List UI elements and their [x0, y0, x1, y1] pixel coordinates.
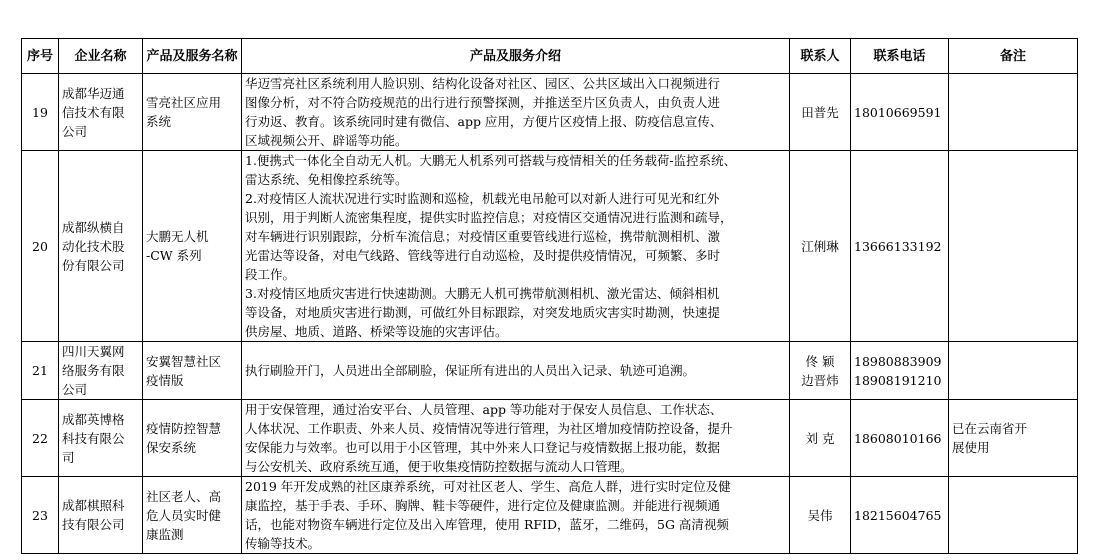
- row-number: 22: [32, 430, 48, 446]
- phone-cell: [851, 477, 949, 554]
- row-number-cell: [22, 342, 59, 400]
- company-name-line: 技有限公司: [62, 517, 125, 532]
- intro-line: 传输等技术。: [245, 536, 321, 551]
- company-name-line: 成都纵横自: [62, 219, 125, 235]
- company-name-line: 络服务有限: [62, 363, 125, 378]
- product-name-line: -CW 系列: [146, 248, 202, 263]
- intro-line: 供房屋、地质、道路、桥梁等设施的灾害评估。: [245, 324, 508, 339]
- product-cell: [143, 151, 242, 342]
- product-name-line: 安翼智慧社区: [146, 353, 222, 369]
- intro-line: 人体状况、工作职责、外来人员、疫情情况等进行管理，为社区增加疫情防控设备，提升: [245, 421, 733, 436]
- contact-cell: [790, 342, 851, 400]
- product-name-line: 保安系统: [146, 440, 197, 455]
- intro-line: 3.对疫情区地质灾害进行快速勘测。大鹏无人机可携带航测相机、激光雷达、倾斜相机: [245, 286, 720, 301]
- product-cell: [143, 400, 242, 477]
- intro-line: 1.便携式一体化全自动无人机。大鹏无人机系列可搭载与疫情相关的任务载荷-监控系统、: [245, 153, 737, 168]
- note-line: 展使用: [952, 440, 990, 455]
- table-row: [22, 400, 1078, 477]
- note-cell: [949, 74, 1078, 151]
- row-number: 23: [32, 507, 48, 523]
- intro-cell: [242, 151, 790, 342]
- intro-line: 段工作。: [245, 267, 296, 282]
- intro-line: 行劝返、教育。该系统同时建有微信、app 应用，方便片区疫情上报、防疫信息宣传、: [245, 114, 723, 129]
- contact-name: 刘 克: [805, 430, 835, 446]
- company-name-line: 公司: [62, 123, 88, 139]
- header-row: [22, 39, 1078, 74]
- phone-number: 18980883909: [854, 353, 942, 369]
- note-line: 已在云南省开: [952, 421, 1028, 436]
- header-no: 序号: [22, 39, 59, 74]
- intro-cell: [242, 400, 790, 477]
- product-cell: [143, 342, 242, 400]
- intro-line: 等设备，对地质灾害进行勘测，可做红外目标跟踪，对突发地质灾害实时勘测，快速提: [245, 305, 721, 320]
- note-cell: [949, 400, 1078, 477]
- company-cell: [59, 342, 143, 400]
- header-contact: 联系人: [790, 39, 851, 74]
- header-phone: 联系电话: [851, 39, 949, 74]
- phone-cell: [851, 74, 949, 151]
- note-cell: [949, 477, 1078, 554]
- row-number: 19: [32, 104, 48, 120]
- note-cell: [949, 151, 1078, 342]
- intro-line: 用于安保管理，通过治安平台、人员管理、app 等功能对于保安人员信息、工作状态、: [245, 402, 723, 417]
- company-name-line: 份有限公司: [62, 257, 125, 273]
- phone-number: 18215604765: [854, 507, 942, 523]
- product-name-line: 雪亮社区应用: [146, 95, 222, 110]
- intro-line: 图像分析，对不符合防疫规范的出行进行预警探测，并推送至片区负责人，由负责人进: [245, 95, 721, 110]
- product-name-line: 社区老人、高: [146, 488, 222, 504]
- intro-line: 话，也能对物资车辆进行定位及出入库管理，使用 RFID，蓝牙，二维码，5G 高清视频: [245, 517, 729, 532]
- company-name-line: 成都英博格: [62, 411, 125, 427]
- table-row: [22, 342, 1078, 400]
- intro-line: 识别，用于判断人流密集程度，提供实时监控信息；对疫情区交通情况进行监测和疏导，: [245, 210, 733, 225]
- product-name-line: 大鹏无人机: [146, 229, 209, 244]
- phone-number: 18010669591: [854, 104, 942, 120]
- company-name-line: 四川天翼网: [62, 344, 125, 359]
- intro-line: 对车辆进行识别跟踪，分析车流信息；对疫情区重要管线进行巡检，携带航测相机、激: [245, 229, 721, 244]
- enterprise-product-table: [21, 38, 1078, 554]
- intro-line: 康监控，基于手表、手环、胸牌、鞋卡等硬件，进行定位及健康监测。并能进行视频通: [245, 498, 721, 513]
- phone-number: 18608010166: [854, 430, 942, 446]
- contact-name: 田普先: [801, 104, 839, 120]
- company-cell: [59, 151, 143, 342]
- contact-cell: [790, 477, 851, 554]
- table-row: [22, 151, 1078, 342]
- intro-line: 2019 年开发成熟的社区康养系统，可对社区老人、学生、高危人群，进行实时定位及健: [245, 479, 731, 494]
- contact-cell: [790, 400, 851, 477]
- company-name-line: 成都棋照科: [62, 498, 125, 513]
- company-name-line: 司: [62, 449, 75, 465]
- row-number: 20: [32, 238, 48, 254]
- intro-line: 雷达系统、免相像控系统等。: [245, 172, 408, 187]
- phone-cell: [851, 151, 949, 342]
- contact-cell: [790, 74, 851, 151]
- company-name-line: 信技术有限: [62, 104, 125, 120]
- company-cell: [59, 477, 143, 554]
- row-number: 21: [32, 363, 48, 378]
- product-name-line: 疫情防控智慧: [146, 421, 222, 436]
- product-cell: [143, 74, 242, 151]
- product-name-line: 系统: [146, 114, 172, 129]
- contact-name: 吴伟: [807, 507, 833, 523]
- row-number-cell: [22, 477, 59, 554]
- intro-line: 执行刷脸开门，人员进出全部刷脸，保证所有进出的人员出入记录、轨迹可追溯。: [245, 363, 696, 378]
- contact-cell: [790, 151, 851, 342]
- company-cell: [59, 74, 143, 151]
- header-company: 企业名称: [59, 39, 143, 74]
- intro-cell: [242, 342, 790, 400]
- header-intro: 产品及服务介绍: [242, 39, 790, 74]
- intro-cell: [242, 477, 790, 554]
- company-name-line: 科技有限公: [62, 430, 125, 446]
- intro-line: 与公安机关、政府系统互通，便于收集疫情防控数据与流动人口管理。: [245, 459, 633, 474]
- company-cell: [59, 400, 143, 477]
- phone-cell: [851, 400, 949, 477]
- contact-name: 佟 颖: [805, 353, 835, 369]
- table-row: [22, 477, 1078, 554]
- intro-line: 光雷达等设备，对电气线路、管线等进行自动巡检，及时提供疫情情况，可频繁、多时: [245, 248, 721, 263]
- note-cell: [949, 342, 1078, 400]
- contact-name: 江俐琳: [801, 238, 839, 254]
- row-number-cell: [22, 400, 59, 477]
- intro-line: 安保能力与效率。也可以用于小区管理，其中外来人口登记与疫情数据上报功能，数据: [245, 440, 721, 455]
- phone-number: 18908191210: [854, 372, 942, 388]
- product-name-line: 危人员实时健: [146, 507, 222, 523]
- header-note: 备注: [949, 39, 1078, 74]
- intro-line: 区域视频公开、辟谣等功能。: [245, 133, 408, 148]
- row-number-cell: [22, 74, 59, 151]
- table-row: [22, 74, 1078, 151]
- contact-name: 边晋炜: [801, 372, 839, 388]
- product-cell: [143, 477, 242, 554]
- intro-line: 2.对疫情区人流状况进行实时监测和巡检，机载光电吊舱可以对新人进行可见光和红外: [245, 191, 720, 206]
- intro-cell: [242, 74, 790, 151]
- intro-line: 华迈雪亮社区系统利用人脸识别、结构化设备对社区、园区、公共区域出入口视频进行: [245, 76, 721, 91]
- company-name-line: 成都华迈通: [62, 85, 125, 101]
- phone-number: 13666133192: [854, 238, 942, 254]
- phone-cell: [851, 342, 949, 400]
- header-product: 产品及服务名称: [143, 39, 242, 74]
- product-name-line: 康监测: [146, 526, 184, 542]
- product-name-line: 疫情版: [146, 372, 184, 388]
- row-number-cell: [22, 151, 59, 342]
- company-name-line: 动化技术股: [62, 238, 125, 254]
- company-name-line: 公司: [62, 382, 88, 397]
